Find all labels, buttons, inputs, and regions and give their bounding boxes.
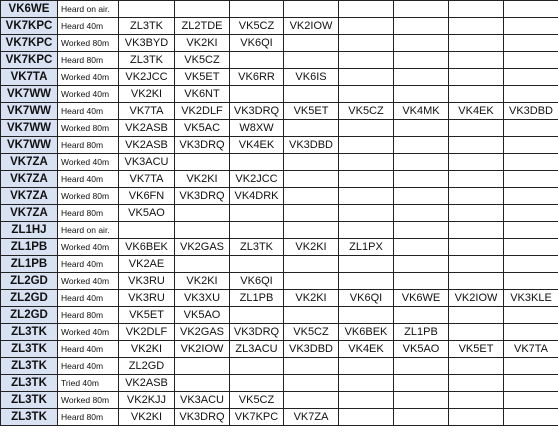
contact-cell bbox=[394, 69, 449, 86]
contact-cell bbox=[394, 358, 449, 375]
contact-cell: VK2JCC bbox=[230, 171, 284, 188]
contact-cell bbox=[449, 256, 504, 273]
status-cell: Heard 40m bbox=[58, 171, 119, 188]
contact-cell bbox=[175, 205, 230, 222]
log-body bbox=[1, 1, 558, 426]
contact-cell: VK2GAS bbox=[175, 324, 230, 341]
contact-cell: VK2DLF bbox=[119, 324, 175, 341]
contact-cell bbox=[175, 256, 230, 273]
contact-cell bbox=[394, 1, 449, 18]
contact-cell bbox=[339, 171, 394, 188]
contact-cell bbox=[339, 188, 394, 205]
callsign-cell: ZL3TK bbox=[1, 358, 58, 375]
status-cell: Heard 80m bbox=[58, 409, 119, 426]
contact-cell: VK2JCC bbox=[119, 69, 175, 86]
contact-cell bbox=[449, 409, 504, 426]
callsign-cell: ZL3TK bbox=[1, 375, 58, 392]
table-row bbox=[1, 358, 558, 375]
status-cell: Heard 40m bbox=[58, 256, 119, 273]
contact-cell bbox=[394, 171, 449, 188]
contact-cell bbox=[394, 375, 449, 392]
contact-cell: VK2IOW bbox=[449, 290, 504, 307]
contact-cell bbox=[394, 307, 449, 324]
callsign-cell: VK7ZA bbox=[1, 205, 58, 222]
contact-cell bbox=[230, 86, 284, 103]
contact-cell bbox=[449, 1, 504, 18]
contact-cell: VK6QI bbox=[230, 35, 284, 52]
table-row bbox=[1, 239, 558, 256]
contact-cell bbox=[284, 222, 339, 239]
table-row bbox=[1, 273, 558, 290]
contact-cell bbox=[449, 358, 504, 375]
contact-cell: VK7ZA bbox=[284, 409, 339, 426]
contact-cell bbox=[339, 205, 394, 222]
callsign-cell: ZL2GD bbox=[1, 290, 58, 307]
contact-cell: VK3DRQ bbox=[175, 137, 230, 154]
table-row bbox=[1, 341, 558, 358]
contact-cell: VK5AC bbox=[175, 120, 230, 137]
contact-cell bbox=[175, 222, 230, 239]
contact-cell: VK3DRQ bbox=[230, 103, 284, 120]
contact-cell: VK5CZ bbox=[230, 392, 284, 409]
contact-cell bbox=[449, 205, 504, 222]
contact-cell bbox=[284, 1, 339, 18]
callsign-cell: ZL3TK bbox=[1, 409, 58, 426]
contact-cell: VK6QI bbox=[339, 290, 394, 307]
contact-cell bbox=[230, 222, 284, 239]
contact-cell bbox=[339, 86, 394, 103]
contact-cell: VK2KI bbox=[175, 273, 230, 290]
status-cell: Heard 40m bbox=[58, 341, 119, 358]
contact-cell bbox=[230, 307, 284, 324]
contact-cell: VK2AE bbox=[119, 256, 175, 273]
contact-cell bbox=[394, 35, 449, 52]
callsign-cell: VK7KPC bbox=[1, 35, 58, 52]
contact-cell bbox=[230, 1, 284, 18]
contact-cell: VK2IOW bbox=[175, 341, 230, 358]
contact-cell: VK4EK bbox=[449, 103, 504, 120]
contact-cell bbox=[504, 205, 558, 222]
contact-cell bbox=[284, 256, 339, 273]
contact-cell bbox=[449, 18, 504, 35]
table-row bbox=[1, 256, 558, 273]
callsign-cell: ZL2GD bbox=[1, 307, 58, 324]
contact-cell bbox=[449, 120, 504, 137]
callsign-cell: VK7KPC bbox=[1, 52, 58, 69]
contact-cell bbox=[504, 256, 558, 273]
callsign-cell: ZL3TK bbox=[1, 392, 58, 409]
contact-cell bbox=[339, 409, 394, 426]
status-cell: Worked 80m bbox=[58, 35, 119, 52]
contact-cell: ZL3TK bbox=[119, 18, 175, 35]
contact-cell bbox=[504, 375, 558, 392]
contact-cell bbox=[394, 120, 449, 137]
table-row bbox=[1, 188, 558, 205]
contact-cell: VK4EK bbox=[230, 137, 284, 154]
contact-cell: VK3ACU bbox=[119, 154, 175, 171]
contact-cell: VK3RU bbox=[119, 290, 175, 307]
contact-cell: VK5ET bbox=[449, 341, 504, 358]
table-row bbox=[1, 18, 558, 35]
contact-cell: VK3DBD bbox=[284, 137, 339, 154]
contact-cell bbox=[394, 256, 449, 273]
table-row bbox=[1, 1, 558, 18]
contact-cell: VK6BEK bbox=[339, 324, 394, 341]
contact-cell: VK3DRQ bbox=[175, 188, 230, 205]
callsign-cell: VK7WW bbox=[1, 137, 58, 154]
contact-cell bbox=[449, 69, 504, 86]
contact-cell bbox=[504, 86, 558, 103]
contact-cell: VK2KI bbox=[284, 239, 339, 256]
contact-cell bbox=[175, 1, 230, 18]
contact-cell: VK7TA bbox=[119, 103, 175, 120]
contact-cell bbox=[284, 392, 339, 409]
contact-cell bbox=[284, 35, 339, 52]
contact-cell: VK5CZ bbox=[284, 324, 339, 341]
contact-cell bbox=[339, 222, 394, 239]
contact-cell: VK2KI bbox=[119, 341, 175, 358]
contact-cell: VK7TA bbox=[504, 341, 558, 358]
contact-cell bbox=[394, 392, 449, 409]
contact-cell bbox=[284, 120, 339, 137]
contact-cell bbox=[449, 171, 504, 188]
contact-cell bbox=[394, 222, 449, 239]
contact-cell: VK2IOW bbox=[284, 18, 339, 35]
contact-cell: VK2KI bbox=[284, 290, 339, 307]
contact-cell bbox=[339, 35, 394, 52]
contact-cell: ZL1PB bbox=[394, 324, 449, 341]
contact-cell: VK2GAS bbox=[175, 239, 230, 256]
contact-cell: VK3BYD bbox=[119, 35, 175, 52]
contact-cell: VK6WE bbox=[394, 290, 449, 307]
contact-cell bbox=[339, 375, 394, 392]
callsign-cell: VK7ZA bbox=[1, 188, 58, 205]
status-cell: Worked 40m bbox=[58, 324, 119, 341]
table-row bbox=[1, 120, 558, 137]
contact-cell bbox=[339, 154, 394, 171]
contact-cell bbox=[339, 1, 394, 18]
contact-cell: VK3DBD bbox=[504, 103, 558, 120]
callsign-cell: VK7ZA bbox=[1, 171, 58, 188]
callsign-cell: ZL2GD bbox=[1, 273, 58, 290]
contact-cell: VK3DBD bbox=[284, 341, 339, 358]
table-row bbox=[1, 103, 558, 120]
contact-cell bbox=[394, 18, 449, 35]
contact-cell bbox=[504, 69, 558, 86]
contact-cell: VK5CZ bbox=[230, 18, 284, 35]
callsign-cell: VK7WW bbox=[1, 86, 58, 103]
callsign-cell: VK7WW bbox=[1, 103, 58, 120]
contact-cell bbox=[230, 358, 284, 375]
contact-cell bbox=[119, 222, 175, 239]
contact-cell: VK2ASB bbox=[119, 375, 175, 392]
contact-cell: VK2ASB bbox=[119, 137, 175, 154]
contact-cell: VK2DLF bbox=[175, 103, 230, 120]
contact-cell bbox=[504, 120, 558, 137]
contact-cell bbox=[284, 358, 339, 375]
table-row bbox=[1, 137, 558, 154]
status-cell: Worked 80m bbox=[58, 120, 119, 137]
contact-cell: VK2KI bbox=[175, 171, 230, 188]
contact-cell bbox=[339, 69, 394, 86]
contact-cell bbox=[339, 256, 394, 273]
contact-cell: W8XW bbox=[230, 120, 284, 137]
status-cell: Heard 40m bbox=[58, 290, 119, 307]
contact-cell bbox=[449, 222, 504, 239]
contact-cell: VK4MK bbox=[394, 103, 449, 120]
contact-cell bbox=[394, 273, 449, 290]
contact-cell bbox=[394, 409, 449, 426]
contact-cell bbox=[504, 1, 558, 18]
contact-cell bbox=[284, 154, 339, 171]
contact-cell: VK5CZ bbox=[175, 52, 230, 69]
contact-cell bbox=[504, 188, 558, 205]
contact-cell bbox=[339, 137, 394, 154]
contact-cell bbox=[449, 307, 504, 324]
contact-cell bbox=[394, 137, 449, 154]
callsign-cell: ZL1PB bbox=[1, 256, 58, 273]
status-cell: Tried 40m bbox=[58, 375, 119, 392]
contact-cell: VK3XU bbox=[175, 290, 230, 307]
contact-cell: VK7KPC bbox=[230, 409, 284, 426]
status-cell: Worked 40m bbox=[58, 86, 119, 103]
contact-cell: VK5ET bbox=[284, 103, 339, 120]
contact-cell bbox=[339, 52, 394, 69]
contact-cell: VK5AO bbox=[119, 205, 175, 222]
status-cell: Heard on air. bbox=[58, 222, 119, 239]
contact-cell bbox=[504, 222, 558, 239]
callsign-cell: VK6WE bbox=[1, 1, 58, 18]
contact-cell bbox=[449, 392, 504, 409]
table-row bbox=[1, 392, 558, 409]
table-row bbox=[1, 375, 558, 392]
contact-cell bbox=[394, 52, 449, 69]
contact-cell bbox=[449, 52, 504, 69]
callsign-cell: ZL1HJ bbox=[1, 222, 58, 239]
status-cell: Heard 80m bbox=[58, 307, 119, 324]
contact-cell: ZL3ACU bbox=[230, 341, 284, 358]
contact-cell bbox=[339, 307, 394, 324]
contact-cell bbox=[284, 273, 339, 290]
table-row bbox=[1, 324, 558, 341]
status-cell: Heard 40m bbox=[58, 358, 119, 375]
contact-cell bbox=[394, 205, 449, 222]
contact-cell bbox=[504, 52, 558, 69]
contact-cell bbox=[449, 239, 504, 256]
contact-cell bbox=[230, 375, 284, 392]
callsign-cell: VK7WW bbox=[1, 120, 58, 137]
contact-cell bbox=[230, 52, 284, 69]
callsign-cell: VK7KPC bbox=[1, 18, 58, 35]
contact-cell: VK3DRQ bbox=[175, 409, 230, 426]
contact-cell bbox=[175, 358, 230, 375]
table-row bbox=[1, 307, 558, 324]
contact-cell: VK5ET bbox=[119, 307, 175, 324]
contact-cell bbox=[504, 358, 558, 375]
contact-cell: ZL3TK bbox=[230, 239, 284, 256]
contact-cell bbox=[504, 409, 558, 426]
contact-cell bbox=[339, 120, 394, 137]
status-cell: Heard 40m bbox=[58, 103, 119, 120]
callsign-cell: VK7TA bbox=[1, 69, 58, 86]
contact-cell bbox=[504, 307, 558, 324]
contact-cell bbox=[284, 52, 339, 69]
contact-cell: VK2KI bbox=[119, 86, 175, 103]
contact-cell bbox=[504, 392, 558, 409]
contact-cell: ZL2GD bbox=[119, 358, 175, 375]
callsign-cell: ZL3TK bbox=[1, 341, 58, 358]
contact-cell: VK5AO bbox=[175, 307, 230, 324]
contact-cell: VK5AO bbox=[394, 341, 449, 358]
contact-cell: ZL2TDE bbox=[175, 18, 230, 35]
contact-cell bbox=[339, 273, 394, 290]
contact-cell: VK6IS bbox=[284, 69, 339, 86]
contact-cell bbox=[175, 154, 230, 171]
callsign-cell: ZL3TK bbox=[1, 324, 58, 341]
contact-cell bbox=[230, 205, 284, 222]
contact-cell bbox=[504, 324, 558, 341]
contact-cell bbox=[119, 1, 175, 18]
table-row bbox=[1, 205, 558, 222]
contact-cell bbox=[504, 137, 558, 154]
status-cell: Worked 40m bbox=[58, 154, 119, 171]
contact-cell bbox=[449, 86, 504, 103]
contact-cell bbox=[394, 188, 449, 205]
table-row bbox=[1, 35, 558, 52]
contact-cell: VK6BEK bbox=[119, 239, 175, 256]
contact-cell bbox=[504, 154, 558, 171]
status-cell: Heard on air. bbox=[58, 1, 119, 18]
contact-cell: ZL3TK bbox=[119, 52, 175, 69]
contact-cell bbox=[339, 18, 394, 35]
status-cell: Worked 80m bbox=[58, 188, 119, 205]
contact-cell bbox=[284, 86, 339, 103]
contact-cell: VK3KLE bbox=[504, 290, 558, 307]
contact-cell: ZL1PX bbox=[339, 239, 394, 256]
contact-cell: VK6QI bbox=[230, 273, 284, 290]
contact-cell: VK5ET bbox=[175, 69, 230, 86]
table-row bbox=[1, 290, 558, 307]
contact-cell bbox=[449, 324, 504, 341]
contact-cell bbox=[504, 35, 558, 52]
contact-cell: VK6NT bbox=[175, 86, 230, 103]
contact-cell bbox=[339, 392, 394, 409]
contact-cell bbox=[504, 18, 558, 35]
status-cell: Heard 40m bbox=[58, 18, 119, 35]
callsign-cell: ZL1PB bbox=[1, 239, 58, 256]
contact-cell bbox=[449, 137, 504, 154]
contact-cell bbox=[394, 86, 449, 103]
contact-cell bbox=[394, 154, 449, 171]
table-row bbox=[1, 52, 558, 69]
contact-cell: VK6FN bbox=[119, 188, 175, 205]
contact-cell: VK2KI bbox=[175, 35, 230, 52]
status-cell: Worked 40m bbox=[58, 239, 119, 256]
table-row bbox=[1, 86, 558, 103]
status-cell: Worked 80m bbox=[58, 392, 119, 409]
contact-cell bbox=[175, 375, 230, 392]
contact-cell bbox=[449, 35, 504, 52]
contact-cell bbox=[284, 205, 339, 222]
contact-cell: VK6RR bbox=[230, 69, 284, 86]
contact-cell bbox=[284, 171, 339, 188]
contact-cell: VK2KI bbox=[119, 409, 175, 426]
status-cell: Heard 80m bbox=[58, 205, 119, 222]
contact-cell: VK3RU bbox=[119, 273, 175, 290]
contact-cell bbox=[284, 188, 339, 205]
contact-cell bbox=[284, 375, 339, 392]
contact-cell bbox=[449, 375, 504, 392]
contact-cell bbox=[504, 273, 558, 290]
table-row bbox=[1, 409, 558, 426]
status-cell: Worked 40m bbox=[58, 273, 119, 290]
table-row bbox=[1, 154, 558, 171]
contact-cell bbox=[504, 239, 558, 256]
status-cell: Worked 40m bbox=[58, 69, 119, 86]
contact-cell: VK3DRQ bbox=[230, 324, 284, 341]
contact-cell: VK7TA bbox=[119, 171, 175, 188]
contact-cell: VK4DRK bbox=[230, 188, 284, 205]
contact-cell bbox=[449, 188, 504, 205]
table-row bbox=[1, 69, 558, 86]
contact-cell: VK2KJJ bbox=[119, 392, 175, 409]
contact-cell: ZL1PB bbox=[230, 290, 284, 307]
status-cell: Heard 80m bbox=[58, 52, 119, 69]
contact-cell bbox=[230, 154, 284, 171]
contact-cell bbox=[394, 239, 449, 256]
contact-cell: VK3ACU bbox=[175, 392, 230, 409]
contact-cell: VK5CZ bbox=[339, 103, 394, 120]
table-row bbox=[1, 222, 558, 239]
contact-cell: VK4EK bbox=[339, 341, 394, 358]
contact-cell: VK2ASB bbox=[119, 120, 175, 137]
table-row bbox=[1, 171, 558, 188]
contact-cell bbox=[449, 154, 504, 171]
contact-cell bbox=[230, 256, 284, 273]
contact-cell bbox=[504, 171, 558, 188]
contact-cell bbox=[339, 358, 394, 375]
callsign-cell: VK7ZA bbox=[1, 154, 58, 171]
contact-cell bbox=[449, 273, 504, 290]
status-cell: Heard 80m bbox=[58, 137, 119, 154]
contact-cell bbox=[284, 307, 339, 324]
